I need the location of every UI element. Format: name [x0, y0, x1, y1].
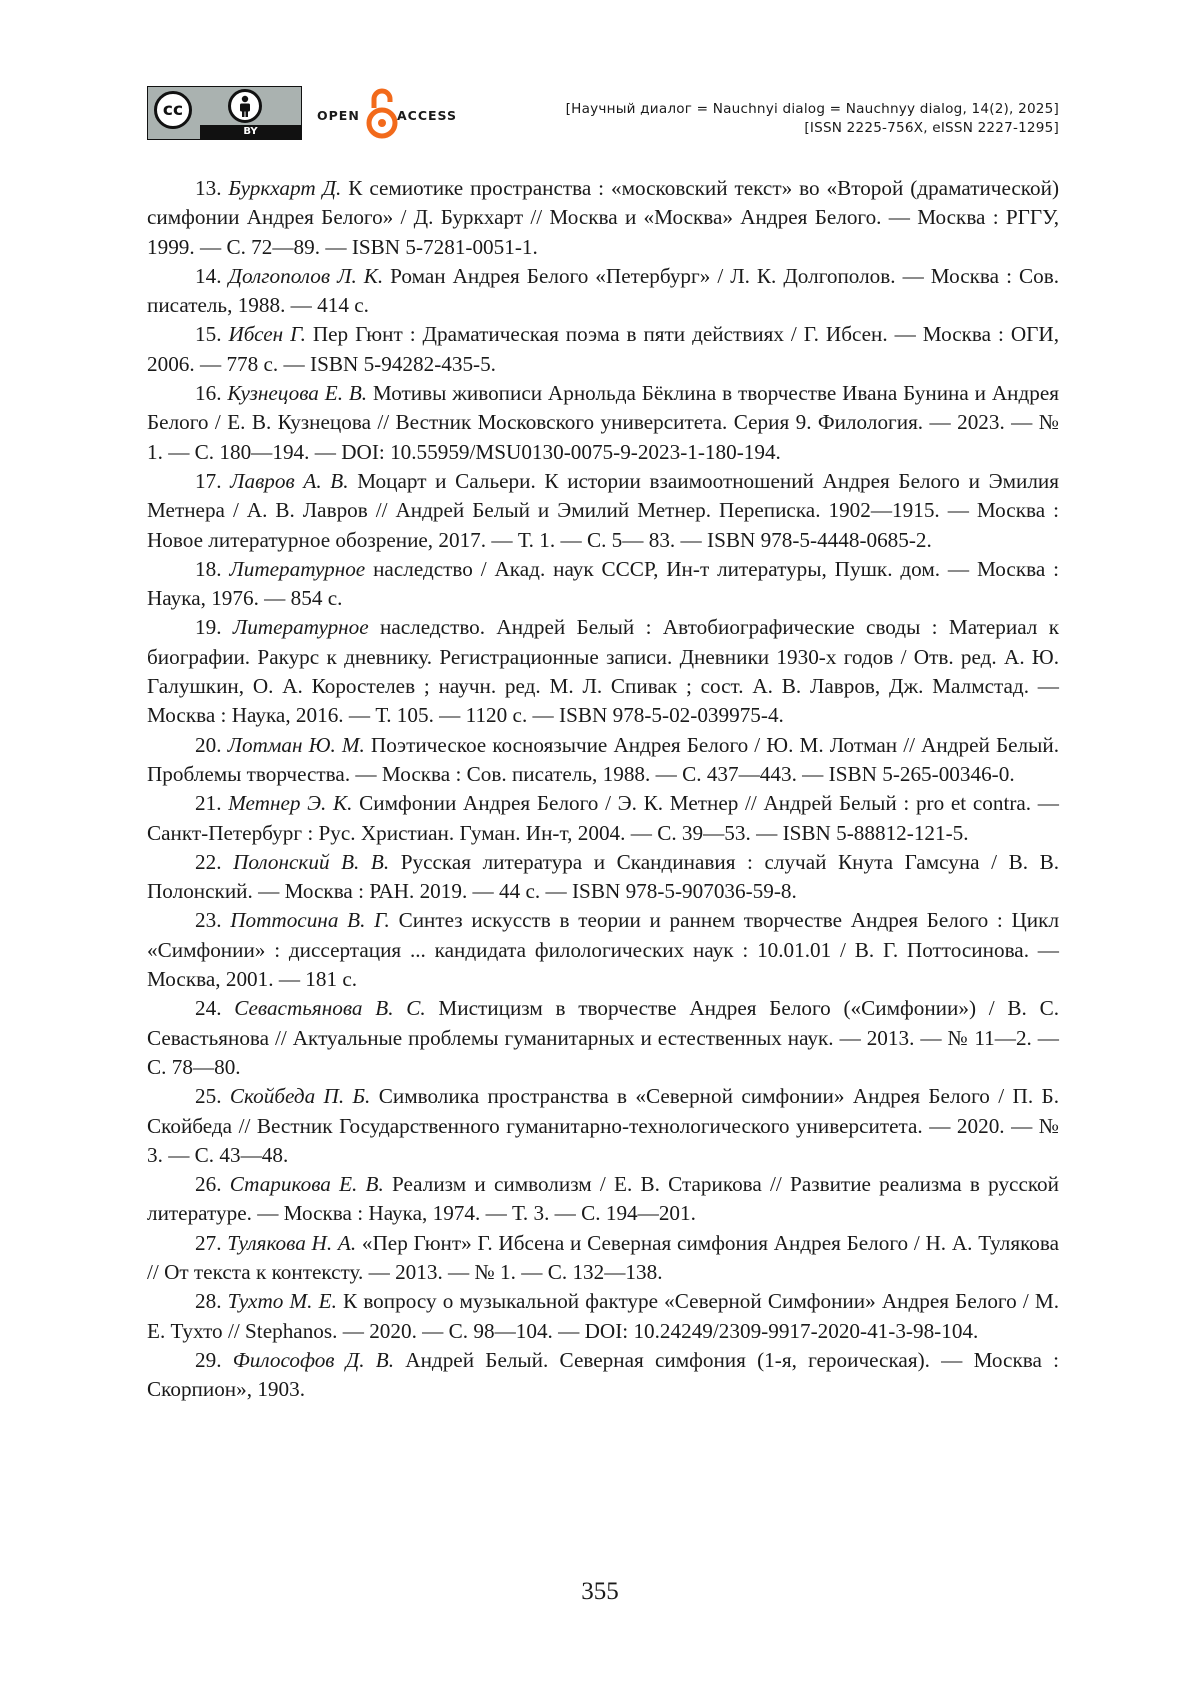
reference-text: «Пер Гюнт» Г. Ибсена и Северная симфония Андрея Белого / Н. А. Тулякова // От текста к контексту. — 2013. — № 1. — С. 132—138. [147, 1231, 1059, 1284]
page [0, 0, 1200, 1703]
reference-item [147, 848, 1059, 907]
reference-item [147, 613, 1059, 730]
journal-issn-line: [ISSN 2225-756X, eISSN 2227-1295] [566, 119, 1059, 138]
reference-item [147, 1346, 1059, 1405]
reference-text: Андрей Белый. Северная симфония (1-я, героическая). — Москва : Скорпион», 1903. [147, 1348, 1059, 1401]
cc-icon: cc [154, 91, 192, 129]
reference-number: 27. [195, 1231, 221, 1255]
reference-number: 13. [195, 176, 221, 200]
reference-item [147, 262, 1059, 321]
reference-text: Поэтическое косноязычие Андрея Белого / Ю. М. Лотман // Андрей Белый. Проблемы творчества. — Москва : Сов. писатель, 1988. — С. 437—443. — ISBN 5-265-00346-0. [147, 733, 1059, 786]
reference-author: Полонский В. В. [233, 850, 389, 874]
reference-text: Пер Гюнт : Драматическая поэма в пяти действиях / Г. Ибсен. — Москва : ОГИ, 2006. — 778 с. — ISBN 5-94282-435-5. [147, 322, 1059, 375]
reference-item [147, 906, 1059, 994]
reference-number: 19. [195, 615, 221, 639]
reference-text: Мистицизм в творчестве Андрея Белого («Симфонии») / В. С. Севастьянова // Актуальные проблемы гуманитарных и естественных наук. — 2013. — № 11—2. — С. 78—80. [147, 996, 1059, 1079]
reference-number: 16. [195, 381, 221, 405]
page-number: 355 [0, 1578, 1200, 1606]
by-label: BY [200, 125, 301, 139]
attribution-icon [228, 89, 262, 123]
reference-item [147, 994, 1059, 1082]
reference-author: Литературное [229, 557, 365, 581]
reference-author: Кузнецова Е. В. [227, 381, 367, 405]
reference-item [147, 1082, 1059, 1170]
reference-item [147, 731, 1059, 790]
reference-item [147, 320, 1059, 379]
reference-author: Старикова Е. В. [230, 1172, 384, 1196]
access-label: ACCESS [397, 108, 457, 123]
reference-number: 24. [195, 996, 221, 1020]
reference-text: Реализм и символизм / Е. В. Старикова // Развитие реализма в русской литературе. — Москва : Наука, 1974. — Т. 3. — С. 194—201. [147, 1172, 1059, 1225]
reference-item [147, 789, 1059, 848]
reference-author: Философов Д. В. [233, 1348, 394, 1372]
reference-text: Симфонии Андрея Белого / Э. К. Метнер // Андрей Белый : pro et contra. — Санкт-Петербург : Рус. Христиан. Гуман. Ин-т, 2004. — С. 39—53. — ISBN 5-88812-121-5. [147, 791, 1059, 844]
reference-author: Лотман Ю. М. [228, 733, 365, 757]
reference-number: 26. [195, 1172, 221, 1196]
reference-number: 14. [195, 264, 221, 288]
reference-number: 20. [195, 733, 221, 757]
reference-text: Роман Андрея Белого «Петербург» / Л. К. Долгополов. — Москва : Сов. писатель, 1988. — 414 с. [147, 264, 1059, 317]
open-access-logo[interactable] [317, 86, 467, 142]
reference-author: Литературное [233, 615, 369, 639]
journal-citation [566, 100, 1059, 138]
reference-text: К вопросу о музыкальной фактуре «Северной Симфонии» Андрея Белого / М. Е. Тухто // Stephanos. — 2020. — С. 98—104. — DOI: 10.24249/2309-9917-2020-41-3-98-104. [147, 1289, 1059, 1342]
reference-item [147, 174, 1059, 262]
reference-number: 17. [195, 469, 221, 493]
reference-author: Долгополов Л. К. [229, 264, 384, 288]
reference-number: 28. [195, 1289, 221, 1313]
reference-text: Русская литература и Скандинавия : случай Кнута Гамсуна / В. В. Полонский. — Москва : РАН. 2019. — 44 с. — ISBN 978-5-907036-59-8. [147, 850, 1059, 903]
reference-item [147, 1287, 1059, 1346]
reference-text: наследство / Акад. наук СССР, Ин-т литературы, Пушк. дом. — Москва : Наука, 1976. — 854 с. [147, 557, 1059, 610]
reference-author: Скойбеда П. Б. [230, 1084, 370, 1108]
reference-number: 25. [195, 1084, 221, 1108]
open-access-lock-icon [365, 86, 399, 142]
reference-author: Поттосина В. Г. [230, 908, 390, 932]
reference-item [147, 467, 1059, 555]
reference-number: 22. [195, 850, 221, 874]
reference-number: 23. [195, 908, 221, 932]
open-label: OPEN [317, 108, 360, 123]
reference-text: Синтез искусств в теории и раннем творчестве Андрея Белого : Цикл «Симфонии» : диссертация ... кандидата филологических наук : 10.01.01 / В. Г. Поттосинова. — Москва, 2001. — 181 с. [147, 908, 1059, 991]
reference-text: Мотивы живописи Арнольда Бёклина в творчестве Ивана Бунина и Андрея Белого / Е. В. Кузнецова // Вестник Московского университета. Серия 9. Филология. — 2023. — № 1. — С. 180—194. — DOI: 10.55959/MSU0130-0075-9-2023-1-180-194. [147, 381, 1059, 464]
journal-title-line: [Научный диалог = Nauchnyi dialog = Nauchnyy dialog, 14(2), 2025] [566, 100, 1059, 119]
reference-number: 21. [195, 791, 221, 815]
reference-number: 29. [195, 1348, 221, 1372]
reference-list [147, 174, 1059, 1404]
reference-item [147, 555, 1059, 614]
reference-number: 18. [195, 557, 221, 581]
reference-author: Метнер Э. К. [228, 791, 352, 815]
reference-author: Тухто М. Е. [228, 1289, 337, 1313]
reference-author: Тулякова Н. А. [227, 1231, 356, 1255]
cc-by-license-badge[interactable] [147, 86, 302, 140]
reference-item [147, 1170, 1059, 1229]
reference-text: Моцарт и Сальери. К истории взаимоотношений Андрея Белого и Эмилия Метнера / А. В. Лавров // Андрей Белый и Эмилий Метнер. Переписка. 1902—1915. — Москва : Новое литературное обозрение, 2017. — Т. 1. — С. 5— 83. — ISBN 978-5-4448-0685-2. [147, 469, 1059, 552]
reference-author: Буркхарт Д. [228, 176, 341, 200]
reference-author: Лавров А. В. [230, 469, 348, 493]
reference-text: К семиотике пространства : «московский текст» во «Второй (драматической) симфонии Андрея Белого» / Д. Буркхарт // Москва и «Москва» Андрея Белого. — Москва : РГГУ, 1999. — С. 72—89. — ISBN 5-7281-0051-1. [147, 176, 1059, 259]
reference-item [147, 379, 1059, 467]
reference-author: Севастьянова В. С. [234, 996, 425, 1020]
reference-item [147, 1229, 1059, 1288]
page-header [147, 86, 1059, 142]
reference-number: 15. [195, 322, 221, 346]
reference-text: наследство. Андрей Белый : Автобиографические своды : Материал к биографии. Ракурс к дневнику. Регистрационные записи. Дневники 1930-х годов / Отв. ред. А. Ю. Галушкин, О. А. Коростелев ; научн. ред. М. Л. Спивак ; сост. А. В. Лавров, Дж. Малмстад. — Москва : Наука, 2016. — Т. 105. — 1120 с. — ISBN 978-5-02-039975-4. [147, 615, 1059, 727]
reference-author: Ибсен Г. [228, 322, 305, 346]
reference-text: Символика пространства в «Северной симфонии» Андрея Белого / П. Б. Скойбеда // Вестник Государственного гуманитарно-технологического университета. — 2020. — № 3. — С. 43—48. [147, 1084, 1059, 1167]
